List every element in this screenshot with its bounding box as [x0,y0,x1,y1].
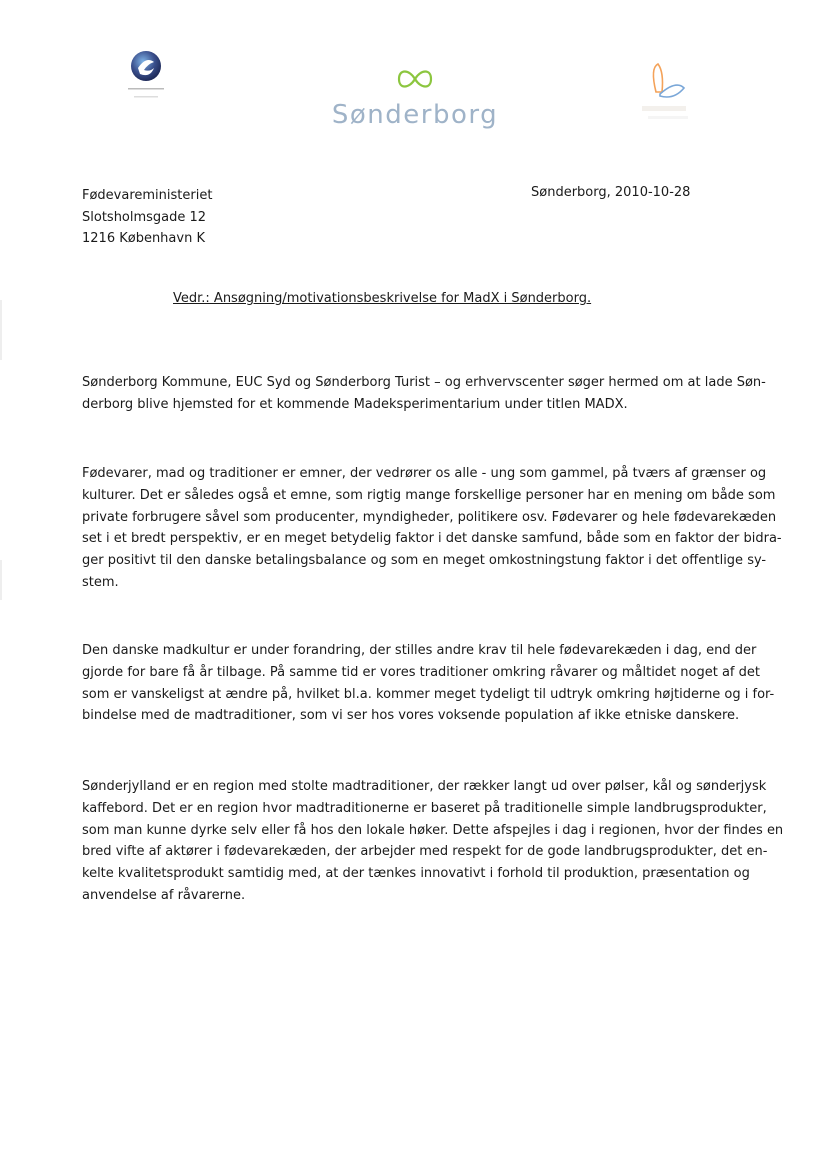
body-paragraph [82,372,766,416]
paragraph-line: ger positivt til den danske betalingsbalance og som en meget omkostningstung faktor i det offentlige sy- [82,553,767,569]
butterfly-icon [628,58,718,138]
sonderborg-turist-logo [628,58,718,138]
paragraph-line: anvendelse af råvarerne. [82,887,246,903]
scan-edge-mark [0,560,2,600]
recipient-line: 1216 København K [82,231,205,246]
body-paragraph [82,463,782,594]
recipient-line: Fødevareministeriet [82,188,213,203]
paragraph-line: Den danske madkultur er under forandring, der stilles andre krav til hele fødevarekæden i dag, end der [82,643,757,658]
place-date: Sønderborg, 2010-10-28 [531,185,691,200]
paragraph-line: Sønderborg Kommune, EUC Syd og Sønderborg Turist – og erhvervscenter søger hermed om at lade Søn- [82,375,766,390]
paragraph-line: bindelse med de madtraditioner, som vi ser hos vores voksende population af ikke etniske danskere. [82,708,740,724]
paragraph-line: bred vifte af aktører i fødevarekæden, der arbejder med respekt for de gode landbrugsprodukter, det en- [82,844,768,860]
scan-edge-mark [0,300,2,360]
paragraph-line: som man kunne dyrke selv eller få hos den lokale høker. Dette afspejles i dag i regionen, hvor der findes en [82,822,784,838]
paragraph-line: gjorde for bare få år tilbage. På samme tid er vores traditioner omkring råvarer og måltidet noget af det [82,664,760,680]
paragraph-line: kulturer. Det er således også et emne, som rigtig mange forskellige personer har en mening om både som [82,487,776,503]
paragraph-line: derborg blive hjemsted for et kommende Madeksperimentarium under titlen MADX. [82,396,628,412]
sonderborg-wordmark: Sønderborg [331,100,499,130]
paragraph-line: Fødevarer, mad og traditioner er emner, der vedrører os alle - ung som gammel, på tværs af grænser og [82,466,767,481]
recipient-address [82,185,212,250]
recipient-line: Slotsholmsgade 12 [82,209,207,225]
euc-syd-emblem-icon [118,48,174,120]
subject-line: Vedr.: Ansøgning/motivationsbeskrivelse for MadX i Sønderborg. [173,291,592,306]
paragraph-line: som er vanskeligst at ændre på, hvilket bl.a. kommer meget tydeligt til udtryk omkring højtiderne og i for- [82,686,775,702]
paragraph-line: stem. [82,574,119,590]
sonderborg-logo [330,68,500,134]
paragraph-line: set i et bredt perspektiv, er en meget betydelig faktor i det danske samfund, både som en faktor der bidra- [82,531,782,547]
body-paragraph [82,776,783,907]
body-paragraph [82,640,774,727]
paragraph-line: private forbrugere såvel som producenter, myndigheder, politikere osv. Fødevarer og hele fødevarekæden [82,509,777,525]
euc-syd-logo [118,48,174,120]
infinity-icon [395,68,435,90]
paragraph-line: kelte kvalitetsprodukt samtidig med, at der tænkes innovativt i forhold til produktion, præsentation og [82,866,750,882]
paragraph-line: Sønderjylland er en region med stolte madtraditioner, der rækker langt ud over pølser, kål og sønderjysk [82,779,767,794]
paragraph-line: kaffebord. Det er en region hvor madtraditionerne er baseret på traditionelle simple landbrugsprodukter, [82,800,767,816]
